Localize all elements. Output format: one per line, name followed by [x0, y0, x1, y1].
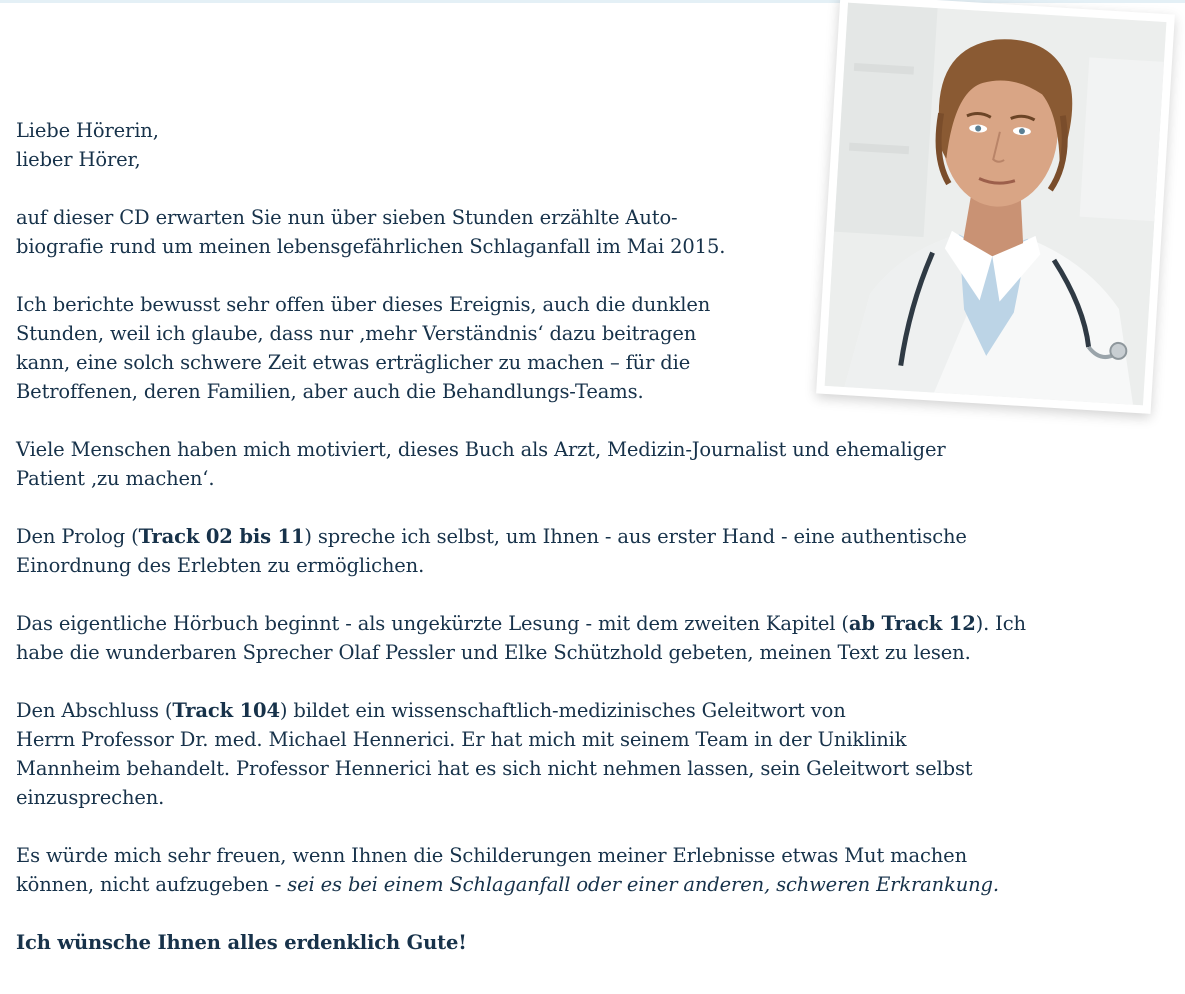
text-line: Viele Menschen haben mich motiviert, dieses Buch als Arzt, Medizin-Journalist und ehemaliger — [16, 438, 946, 461]
greeting-line: lieber Hörer, — [16, 148, 141, 171]
text-line: biografie rund um meinen lebensgefährlichen Schlaganfall im Mai 2015. — [16, 235, 726, 258]
text-span: Den Abschluss ( — [16, 699, 173, 722]
paragraph-motivation — [16, 435, 1166, 493]
track-reference: Track 02 bis 11 — [138, 525, 305, 548]
text-line: Herrn Professor Dr. med. Michael Hennerici. Er hat mich mit seinem Team in der Uniklinik — [16, 728, 907, 751]
text-span: können, nicht aufzugeben - — [16, 873, 288, 896]
text-line: einzusprechen. — [16, 786, 165, 809]
text-line: Patient ‚zu machen‘. — [16, 467, 215, 490]
text-span: Den Prolog ( — [16, 525, 139, 548]
text-line: habe die wunderbaren Sprecher Olaf Pessler und Elke Schützhold gebeten, meinen Text zu lesen. — [16, 641, 971, 664]
closing-wish — [16, 928, 1166, 957]
italic-text: sei es bei einem Schlaganfall oder einer anderen, schweren Erkrankung. — [287, 873, 999, 896]
text-line: Stunden, weil ich glaube, dass nur ‚mehr Verständnis‘ dazu beitragen — [16, 322, 697, 345]
text-line: auf dieser CD erwarten Sie nun über sieben Stunden erzählte Auto- — [16, 206, 678, 229]
text-line: Einordnung des Erlebten zu ermöglichen. — [16, 554, 425, 577]
top-divider — [0, 0, 1185, 3]
paragraph-prolog — [16, 522, 1166, 580]
closing-text: Ich wünsche Ihnen alles erdenklich Gute! — [16, 931, 467, 954]
text-line: Es würde mich sehr freuen, wenn Ihnen die Schilderungen meiner Erlebnisse etwas Mut machen — [16, 844, 967, 867]
portrait-illustration — [825, 3, 1167, 406]
portrait-photo — [825, 3, 1167, 406]
portrait-photo-frame — [816, 0, 1175, 414]
text-span: ) spreche ich selbst, um Ihnen - aus erster Hand - eine authentische — [304, 525, 967, 548]
text-line — [16, 696, 1166, 725]
text-line: kann, eine solch schwere Zeit etwas erträglicher zu machen – für die — [16, 351, 691, 374]
text-line: Ich berichte bewusst sehr offen über dieses Ereignis, auch die dunklen — [16, 293, 711, 316]
text-line — [16, 870, 1166, 899]
paragraph-closing-track — [16, 696, 1166, 812]
text-span: Das eigentliche Hörbuch beginnt - als ungekürzte Lesung - mit dem zweiten Kapitel ( — [16, 612, 849, 635]
track-reference: ab Track 12 — [848, 612, 976, 635]
text-line: Betroffenen, deren Familien, aber auch die Behandlungs-Teams. — [16, 380, 644, 403]
text-line — [16, 522, 1166, 551]
text-span: ) bildet ein wissenschaftlich-medizinisches Geleitwort von — [279, 699, 846, 722]
text-span: ). Ich — [975, 612, 1026, 635]
text-line — [16, 609, 1166, 638]
greeting-line: Liebe Hörerin, — [16, 119, 159, 142]
track-reference: Track 104 — [172, 699, 280, 722]
text-line: Mannheim behandelt. Professor Hennerici hat es sich nicht nehmen lassen, sein Geleitwort selbst — [16, 757, 973, 780]
paragraph-audiobook — [16, 609, 1166, 667]
paragraph-encouragement — [16, 841, 1166, 899]
